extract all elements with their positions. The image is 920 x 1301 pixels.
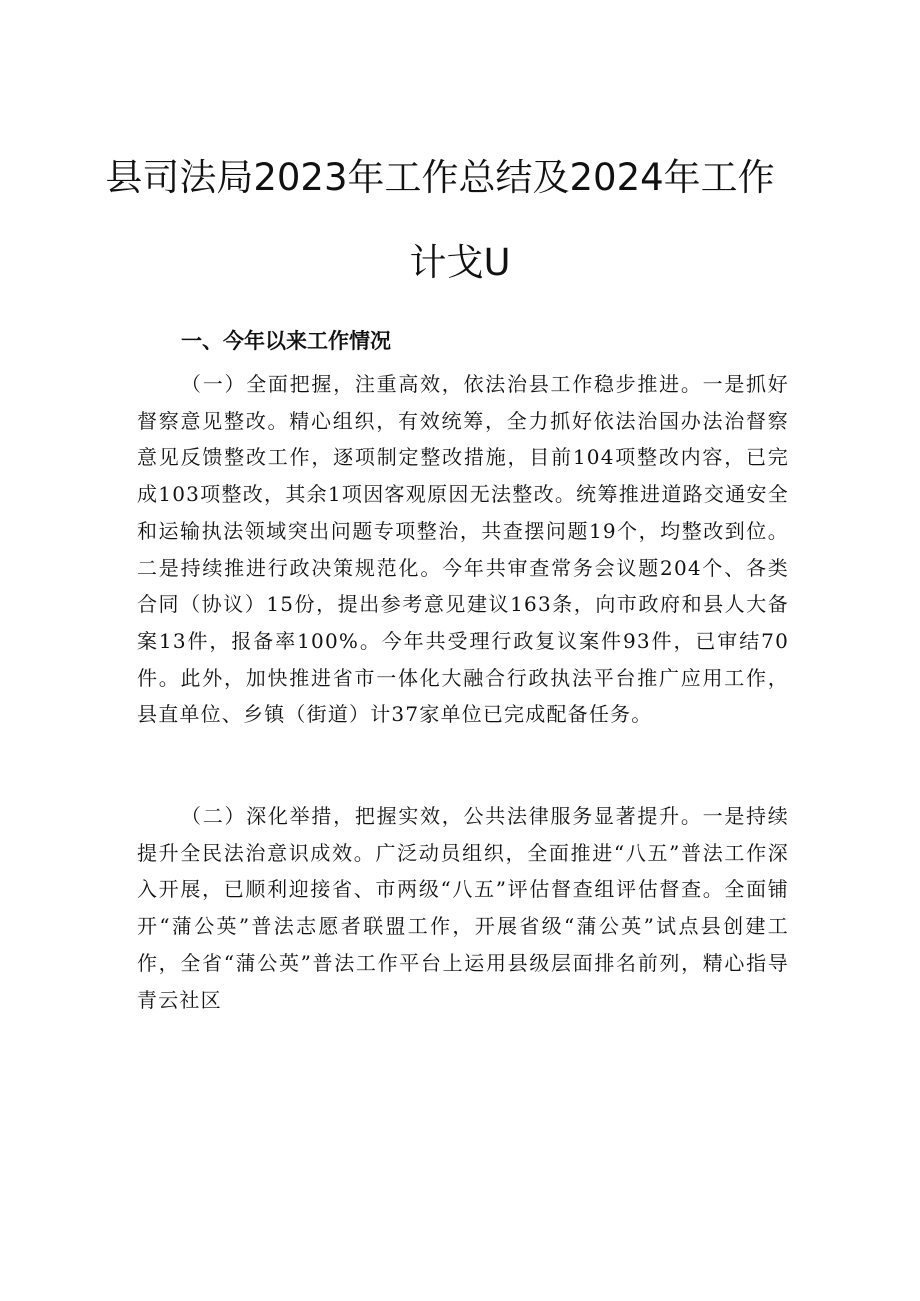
document-title-line-1: 县司法局2023年工作总结及2024年工作 (105, 156, 775, 199)
document-title-line-2: 计戈U (409, 241, 511, 284)
body-paragraph-1: （一）全面把握，注重高效，依法治县工作稳步推进。一是抓好督察意见整改。精心组织，有效统筹，全力抓好依法治国办法治督察意见反馈整改工作，逐项制定整改措施，目前104项整改内容，已完成103项整改，其余1项因客观原因无法整改。统筹推进道路交通安全和运输执法领域突出问题专项整治，共查摆问题19个，均整改到位。二是持续推进行政决策规范化。今年共审查常务会议题204个、各类合同（协议）15份，提出参考意见建议163条，向市政府和县人大备案13件，报备率100%。今年共受理行政复议案件93件，已审结70件。此外，加快推进省市一体化大融合行政执法平台推广应用工作，县直单位、乡镇（街道）计37家单位已完成配备任务。 (137, 372, 789, 727)
body-paragraph-2: （二）深化举措，把握实效，公共法律服务显著提升。一是持续提升全民法治意识成效。广泛动员组织，全面推进“八五”普法工作深入开展，已顺利迎接省、市两级“八五”评估督查组评估督查。全面铺开“蒲公英”普法志愿者联盟工作，开展省级“蒲公英”试点县创建工作，全省“蒲公英”普法工作平台上运用县级层面排名前列，精心指导青云社区 (137, 804, 789, 1012)
section-heading-1: 一、今年以来工作情况 (181, 329, 391, 353)
